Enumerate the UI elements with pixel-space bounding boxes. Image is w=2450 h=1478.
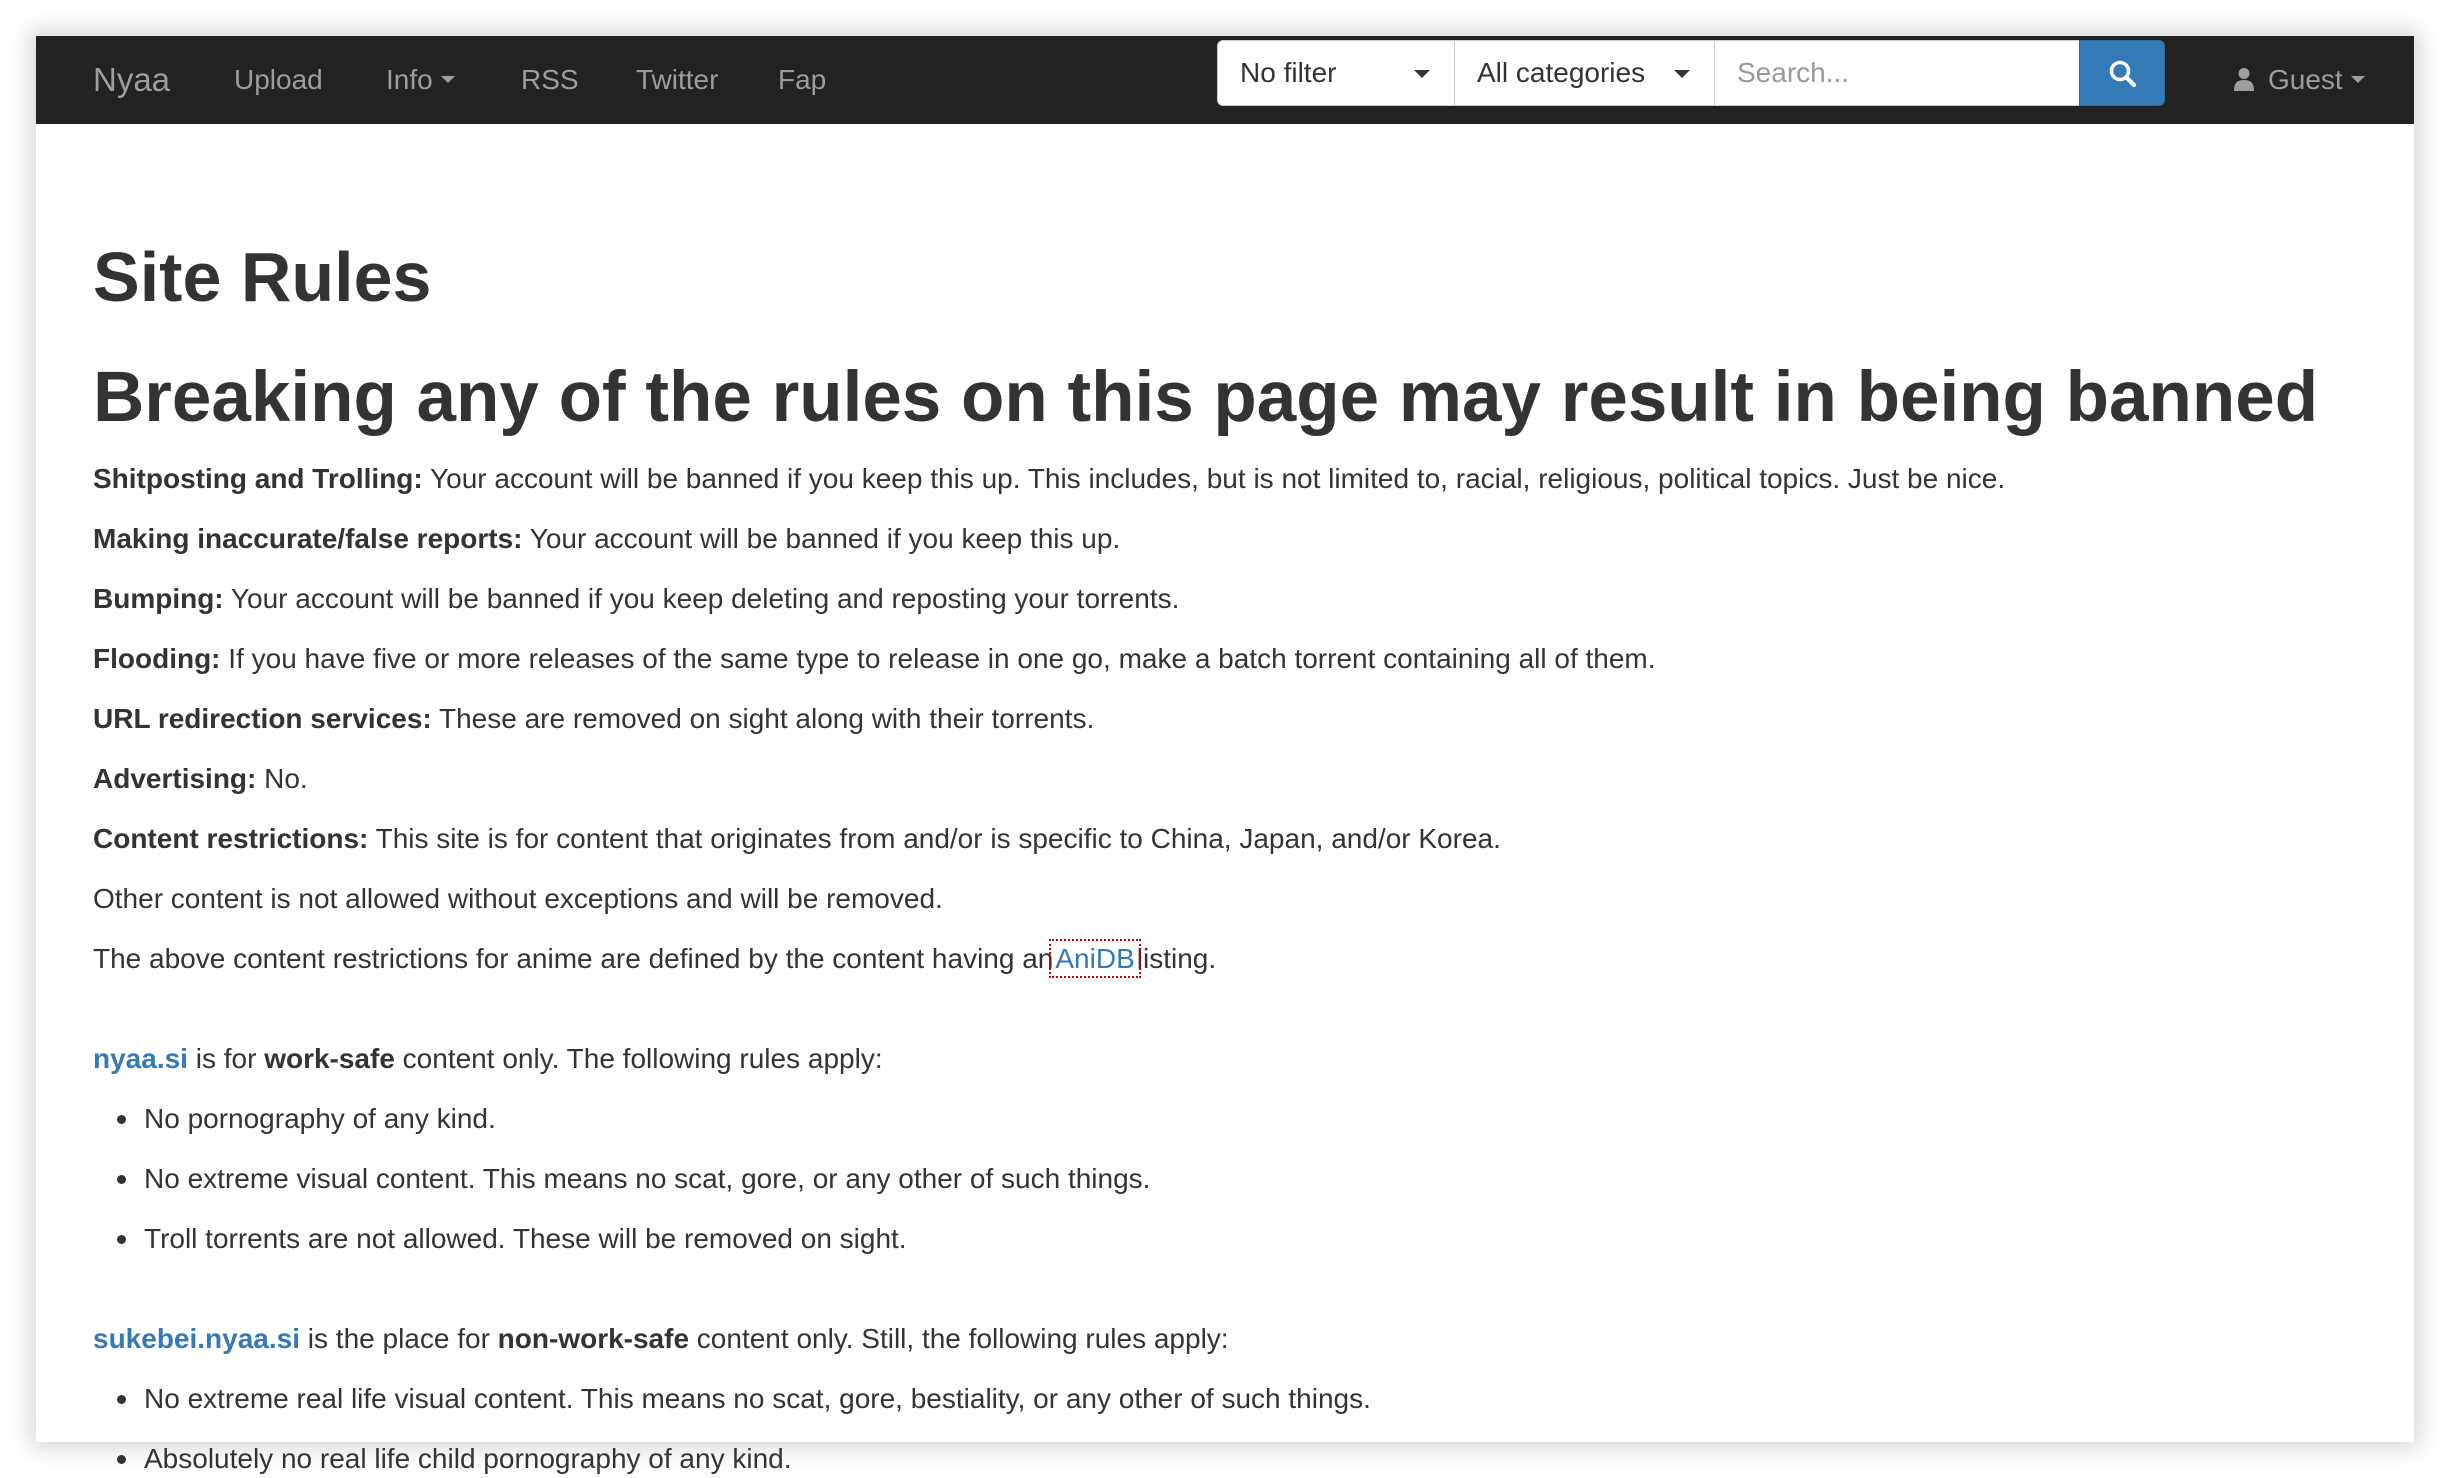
rule-term: Advertising: [93,763,257,794]
caret-down-icon [2351,76,2365,83]
nyaa-site-link[interactable]: nyaa.si [93,1043,188,1074]
guest-label: Guest [2268,64,2343,95]
bullet-icon [117,1115,126,1124]
bullet-icon [117,1175,126,1184]
nav-info-dropdown[interactable] [386,36,455,124]
list-item [144,1443,792,1475]
user-icon [2234,67,2254,91]
bullet-icon [117,1455,126,1464]
search-input[interactable] [1714,40,2080,106]
page-subtitle: Breaking any of the rules on this page may result in being banned [93,358,2319,437]
list-item-text: No extreme visual content. This means no scat, gore, or any other of such things. [144,1163,1151,1194]
anidb-link[interactable]: AniDB [1055,943,1135,974]
rule-text: Your account will be banned if you keep this up. This includes, but is not limited to, racial, religious, political topics. Just be nice. [422,463,2006,494]
rule-advertising [93,763,308,795]
anidb-note-after: listing. [1136,943,1217,974]
list-item [144,1103,496,1135]
rule-text: This site is for content that originates from and/or is specific to China, Japan, and/or Korea. [368,823,1501,854]
rule-false-reports [93,523,1120,555]
list-item-text: Troll torrents are not allowed. These will be removed on sight. [144,1223,907,1254]
rule-bumping [93,583,1179,615]
nyaa-intro [93,1043,883,1075]
nav-upload[interactable]: Upload [234,64,323,95]
filter-select[interactable] [1217,40,1455,106]
nav-rss[interactable]: RSS [521,64,579,95]
rule-term: Bumping: [93,583,224,614]
rule-text: Your account will be banned if you keep this up. [522,523,1121,554]
nav-fap[interactable]: Fap [778,64,827,95]
rule-content-restrictions [93,823,1501,855]
sukebei-intro-a: is the place for [300,1323,498,1354]
category-select[interactable] [1454,40,1715,106]
sukebei-intro-bold: non-work-safe [497,1323,690,1354]
rule-text: These are removed on sight along with their torrents. [431,703,1095,734]
rule-flooding [93,643,1656,675]
list-item-text: Absolutely no real life child pornography of any kind. [144,1443,792,1474]
nyaa-intro-b: content only. The following rules apply: [394,1043,883,1074]
other-content-note: Other content is not allowed without exceptions and will be removed. [93,883,943,914]
filter-select-value: No filter [1240,57,1337,88]
list-item [144,1163,1150,1195]
page-title: Site Rules [93,238,432,316]
chevron-down-icon [1414,70,1430,78]
rule-url-redirection [93,703,1094,735]
search-icon [2108,59,2138,89]
nyaa-intro-bold: work-safe [264,1043,395,1074]
search-button[interactable] [2079,40,2165,106]
rule-shitposting [93,463,2005,495]
guest-user-menu[interactable] [2234,36,2365,124]
anidb-note [93,943,1216,975]
brand-link[interactable]: Nyaa [93,61,171,98]
rule-term: Making inaccurate/false reports: [93,523,523,554]
nyaa-intro-a: is for [187,1043,265,1074]
top-navbar [36,36,2414,124]
list-item [144,1383,1371,1415]
rule-term: Flooding: [93,643,221,674]
sukebei-site-link[interactable]: sukebei.nyaa.si [93,1323,301,1354]
sukebei-intro [93,1323,1229,1355]
chevron-down-icon [1674,70,1690,78]
browser-viewport [36,36,2414,1474]
sukebei-intro-b: content only. Still, the following rules apply: [689,1323,1229,1354]
rule-text: Your account will be banned if you keep deleting and reposting your torrents. [223,583,1180,614]
nav-twitter[interactable]: Twitter [636,64,719,95]
bullet-icon [117,1235,126,1244]
anidb-note-before: The above content restrictions for anime are defined by the content having an [93,943,1054,974]
rule-term: Shitposting and Trolling: [93,463,423,494]
list-item-text: No extreme real life visual content. This means no scat, gore, bestiality, or any other of such things. [144,1383,1371,1414]
rule-text: If you have five or more releases of the same type to release in one go, make a batch torrent containing all of them. [220,643,1656,674]
list-item [144,1223,907,1255]
list-item-text: No pornography of any kind. [144,1103,496,1134]
rule-text: No. [256,763,308,794]
rule-term: URL redirection services: [93,703,432,734]
category-select-value: All categories [1477,57,1646,88]
nav-info-label: Info [386,64,433,95]
bullet-icon [117,1395,126,1404]
caret-down-icon [441,76,455,83]
rule-term: Content restrictions: [93,823,369,854]
